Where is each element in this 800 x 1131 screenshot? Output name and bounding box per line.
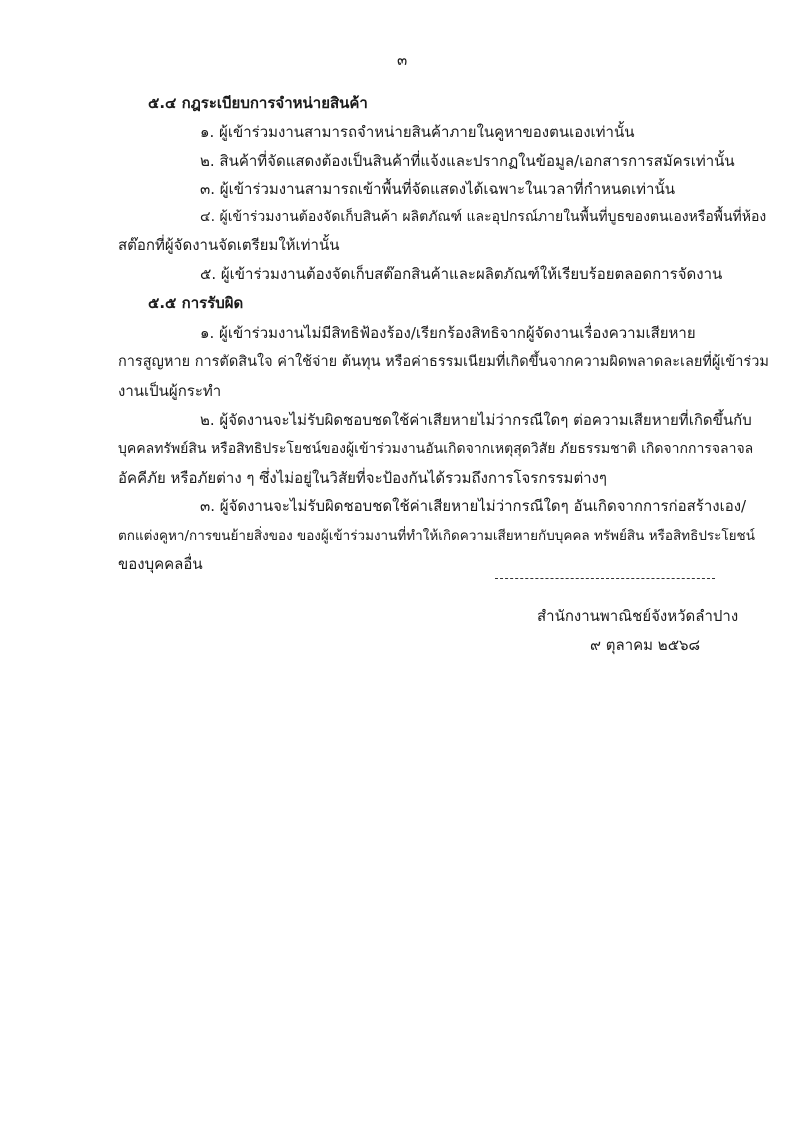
section-5-5-line-6: อัคคีภัย หรือภัยต่าง ๆ ซึ่งไม่อยู่ในวิสัยที่จะป้องกันได้รวมถึงการโจรกรรมต่างๆ [118, 469, 607, 487]
section-5-4-heading: ๕.๔ กฎระเบียบการจำหน่ายสินค้า [148, 94, 368, 112]
section-5-5-line-2: การสูญหาย การตัดสินใจ ค่าใช้จ่าย ต้นทุน หรือค่าธรรมเนียมที่เกิดขึ้นจากความผิดพลาดละเลยที่ผู้เข้าร่วม [118, 354, 769, 370]
signature-date: ๙ ตุลาคม ๒๕๖๘ [590, 636, 701, 654]
section-5-5-line-3: งานเป็นผู้กระทำ [118, 382, 222, 400]
signature-office: สำนักงานพาณิชย์จังหวัดลำปาง [537, 607, 739, 625]
section-5-5-line-1: ๑. ผู้เข้าร่วมงานไม่มีสิทธิฟ้องร้อง/เรียกร้องสิทธิจากผู้จัดงานเรื่องความเสียหาย [200, 324, 696, 342]
section-5-5-line-7: ๓. ผู้จัดงานจะไม่รับผิดชอบชดใช้ค่าเสียหายไม่ว่ากรณีใดๆ อันเกิดจากการก่อสร้างเอง/ [200, 497, 747, 515]
section-5-4-item-4-cont: สต๊อกที่ผู้จัดงานจัดเตรียมให้เท่านั้น [118, 236, 340, 254]
section-5-5-line-4: ๒. ผู้จัดงานจะไม่รับผิดชอบชดใช้ค่าเสียหายไม่ว่ากรณีใดๆ ต่อความเสียหายที่เกิดขึ้นกับ [200, 411, 752, 429]
section-5-5-line-8: ตกแต่งคูหา/การขนย้ายสิ่งของ ของผู้เข้าร่วมงานที่ทำให้เกิดความเสียหายกับบุคคล ทรัพย์สิน หรือสิทธิประโยชน์ [118, 528, 755, 544]
section-5-4-item-2: ๒. สินค้าที่จัดแสดงต้องเป็นสินค้าที่แจ้งและปรากฏในข้อมูล/เอกสารการสมัครเท่านั้น [200, 152, 735, 170]
signature-dashed-line [495, 578, 715, 579]
section-5-4-item-5: ๕. ผู้เข้าร่วมงานต้องจัดเก็บสต๊อกสินค้าและผลิตภัณฑ์ให้เรียบร้อยตลอดการจัดงาน [200, 265, 723, 283]
section-5-4-item-1: ๑. ผู้เข้าร่วมงานสามารถจำหน่ายสินค้าภายในคูหาของตนเองเท่านั้น [200, 123, 635, 141]
section-5-5-heading: ๕.๕ การรับผิด [148, 294, 244, 312]
section-5-4-item-3: ๓. ผู้เข้าร่วมงานสามารถเข้าพื้นที่จัดแสดงได้เฉพาะในเวลาที่กำหนดเท่านั้น [200, 180, 675, 198]
page-number: ๓ [397, 51, 408, 69]
section-5-5-line-5: บุคคลทรัพย์สิน หรือสิทธิประโยชน์ของผู้เข้าร่วมงานอันเกิดจากเหตุสุดวิสัย ภัยธรรมชาติ เกิดจากการจลาจล [118, 441, 754, 457]
section-5-4-item-4: ๔. ผู้เข้าร่วมงานต้องจัดเก็บสินค้า ผลิตภัณฑ์ และอุปกรณ์ภายในพื้นที่บูธของตนเองหรือพื้นที่ห้อง [200, 209, 767, 225]
section-5-5-line-9: ของบุคคลอื่น [118, 555, 203, 573]
